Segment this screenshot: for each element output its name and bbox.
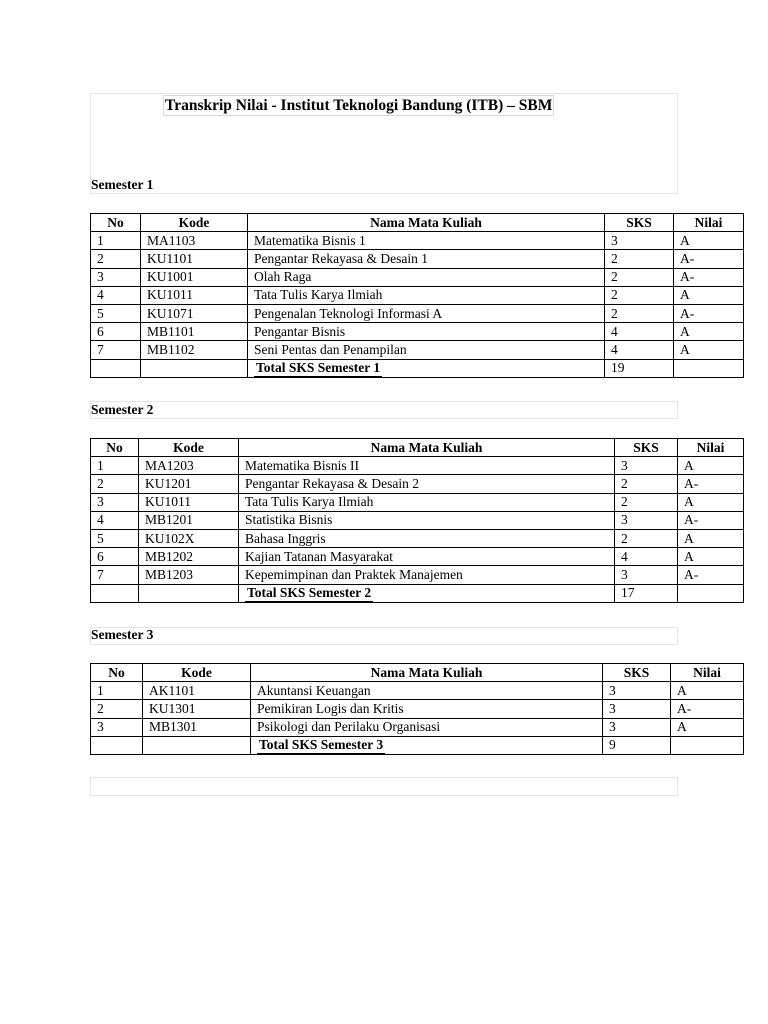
cell-nama: Seni Pentas dan Penampilan: [248, 341, 605, 359]
column-header-nilai: Nilai: [671, 664, 744, 682]
total-sks-label: [239, 584, 615, 602]
column-header-nama: Nama Mata Kuliah: [239, 439, 615, 457]
column-header-sks: SKS: [603, 664, 671, 682]
cell-kode: MB1301: [143, 718, 251, 736]
cell-nama: Tata Tulis Karya Ilmiah: [248, 286, 605, 304]
column-header-sks: SKS: [605, 214, 674, 232]
empty-cell: [671, 736, 744, 754]
semester-3-table: [90, 663, 744, 755]
cell-no: 1: [91, 232, 141, 250]
table-header-row: [91, 439, 744, 457]
column-header-kode: Kode: [139, 439, 239, 457]
total-sks-label-text: Total SKS Semester 1: [256, 360, 381, 376]
cell-nilai: A: [674, 341, 744, 359]
cell-nilai: A-: [674, 268, 744, 286]
cell-no: 2: [91, 700, 143, 718]
table-row: [91, 700, 744, 718]
cell-nilai: A: [674, 323, 744, 341]
cell-nilai: A: [678, 457, 744, 475]
total-row: [91, 584, 744, 602]
cell-nilai: A: [674, 232, 744, 250]
cell-nilai: A: [678, 529, 744, 547]
cell-kode: MB1101: [141, 323, 248, 341]
cell-nama: Pengenalan Teknologi Informasi A: [248, 304, 605, 322]
cell-sks: 2: [605, 304, 674, 322]
column-header-sks: SKS: [615, 439, 678, 457]
total-sks-label: [251, 736, 603, 754]
cell-kode: KU1001: [141, 268, 248, 286]
table-row: [91, 566, 744, 584]
semester-3-frame: [90, 627, 678, 645]
cell-kode: KU1101: [141, 250, 248, 268]
total-sks-label-text: Total SKS Semester 3: [259, 737, 384, 753]
cell-kode: MB1201: [139, 511, 239, 529]
cell-kode: KU1011: [141, 286, 248, 304]
cell-nama: Pengantar Rekayasa & Desain 1: [248, 250, 605, 268]
cell-nilai: A-: [678, 475, 744, 493]
column-header-nama: Nama Mata Kuliah: [251, 664, 603, 682]
cell-no: 5: [91, 529, 139, 547]
cell-no: 6: [91, 323, 141, 341]
cell-sks: 3: [603, 700, 671, 718]
cell-nama: Matematika Bisnis II: [239, 457, 615, 475]
column-header-no: No: [91, 214, 141, 232]
cell-kode: MA1103: [141, 232, 248, 250]
cell-sks: 3: [603, 682, 671, 700]
column-header-no: No: [91, 439, 139, 457]
semester-heading: Semester 3: [91, 627, 154, 642]
cell-no: 4: [91, 286, 141, 304]
cell-kode: KU1301: [143, 700, 251, 718]
total-sks-value: 9: [603, 736, 671, 754]
cell-nilai: A-: [674, 250, 744, 268]
trailing-frame: [90, 777, 678, 796]
cell-nilai: A: [678, 548, 744, 566]
cell-nama: Kepemimpinan dan Praktek Manajemen: [239, 566, 615, 584]
cell-no: 5: [91, 304, 141, 322]
cell-sks: 4: [615, 548, 678, 566]
cell-no: 2: [91, 250, 141, 268]
cell-nama: Pemikiran Logis dan Kritis: [251, 700, 603, 718]
total-row: [91, 359, 744, 377]
table-row: [91, 304, 744, 322]
cell-nilai: A-: [674, 304, 744, 322]
cell-nilai: A: [674, 286, 744, 304]
cell-no: 4: [91, 511, 139, 529]
cell-nilai: A-: [678, 511, 744, 529]
table-row: [91, 250, 744, 268]
cell-nilai: A: [678, 493, 744, 511]
cell-no: 6: [91, 548, 139, 566]
semester-1-table: [90, 213, 744, 378]
empty-cell: [139, 584, 239, 602]
cell-no: 7: [91, 566, 139, 584]
cell-sks: 2: [605, 250, 674, 268]
empty-cell: [678, 584, 744, 602]
cell-kode: KU102X: [139, 529, 239, 547]
empty-cell: [91, 359, 141, 377]
table-row: [91, 286, 744, 304]
cell-kode: KU1201: [139, 475, 239, 493]
cell-nama: Matematika Bisnis 1: [248, 232, 605, 250]
cell-nilai: A-: [678, 566, 744, 584]
cell-nama: Tata Tulis Karya Ilmiah: [239, 493, 615, 511]
cell-nama: Bahasa Inggris: [239, 529, 615, 547]
cell-sks: 2: [605, 286, 674, 304]
table-row: [91, 511, 744, 529]
total-row: [91, 736, 744, 754]
cell-kode: MB1203: [139, 566, 239, 584]
table-row: [91, 457, 744, 475]
empty-cell: [674, 359, 744, 377]
cell-sks: 4: [605, 341, 674, 359]
column-header-nilai: Nilai: [674, 214, 744, 232]
table-row: [91, 268, 744, 286]
cell-no: 2: [91, 475, 139, 493]
cell-sks: 2: [605, 268, 674, 286]
cell-nama: Pengantar Bisnis: [248, 323, 605, 341]
cell-sks: 3: [615, 566, 678, 584]
cell-nama: Psikologi dan Perilaku Organisasi: [251, 718, 603, 736]
table-row: [91, 529, 744, 547]
table-row: [91, 548, 744, 566]
cell-nama: Olah Raga: [248, 268, 605, 286]
page-title: Transkrip Nilai - Institut Teknologi Bandung (ITB) – SBM: [165, 97, 553, 114]
table-row: [91, 341, 744, 359]
semester-heading: Semester 2: [91, 402, 154, 417]
cell-no: 3: [91, 268, 141, 286]
empty-cell: [91, 736, 143, 754]
total-sks-value: 19: [605, 359, 674, 377]
cell-no: 3: [91, 718, 143, 736]
cell-no: 1: [91, 682, 143, 700]
table-header-row: [91, 214, 744, 232]
cell-nilai: A-: [671, 700, 744, 718]
cell-kode: MA1203: [139, 457, 239, 475]
cell-nama: Akuntansi Keuangan: [251, 682, 603, 700]
semester-2-frame: [90, 401, 678, 419]
table-row: [91, 475, 744, 493]
cell-sks: 3: [603, 718, 671, 736]
table-row: [91, 493, 744, 511]
semester-heading: Semester 1: [91, 177, 154, 192]
cell-kode: MB1102: [141, 341, 248, 359]
empty-cell: [141, 359, 248, 377]
cell-sks: 2: [615, 493, 678, 511]
total-sks-label-text: Total SKS Semester 2: [247, 585, 372, 601]
column-header-kode: Kode: [141, 214, 248, 232]
total-sks-value: 17: [615, 584, 678, 602]
semester-2-table: [90, 438, 744, 603]
cell-sks: 3: [615, 511, 678, 529]
empty-cell: [91, 584, 139, 602]
table-row: [91, 682, 744, 700]
cell-no: 3: [91, 493, 139, 511]
cell-nama: Kajian Tatanan Masyarakat: [239, 548, 615, 566]
cell-no: 1: [91, 457, 139, 475]
table-row: [91, 232, 744, 250]
cell-nilai: A: [671, 718, 744, 736]
cell-kode: KU1071: [141, 304, 248, 322]
column-header-kode: Kode: [143, 664, 251, 682]
cell-no: 7: [91, 341, 141, 359]
cell-kode: MB1202: [139, 548, 239, 566]
table-header-row: [91, 664, 744, 682]
table-row: [91, 323, 744, 341]
cell-kode: KU1011: [139, 493, 239, 511]
cell-sks: 3: [605, 232, 674, 250]
cell-kode: AK1101: [143, 682, 251, 700]
column-header-nama: Nama Mata Kuliah: [248, 214, 605, 232]
column-header-no: No: [91, 664, 143, 682]
cell-nama: Statistika Bisnis: [239, 511, 615, 529]
cell-nilai: A: [671, 682, 744, 700]
cell-nama: Pengantar Rekayasa & Desain 2: [239, 475, 615, 493]
table-row: [91, 718, 744, 736]
cell-sks: 3: [615, 457, 678, 475]
cell-sks: 4: [605, 323, 674, 341]
total-sks-label: [248, 359, 605, 377]
empty-cell: [143, 736, 251, 754]
cell-sks: 2: [615, 475, 678, 493]
cell-sks: 2: [615, 529, 678, 547]
column-header-nilai: Nilai: [678, 439, 744, 457]
